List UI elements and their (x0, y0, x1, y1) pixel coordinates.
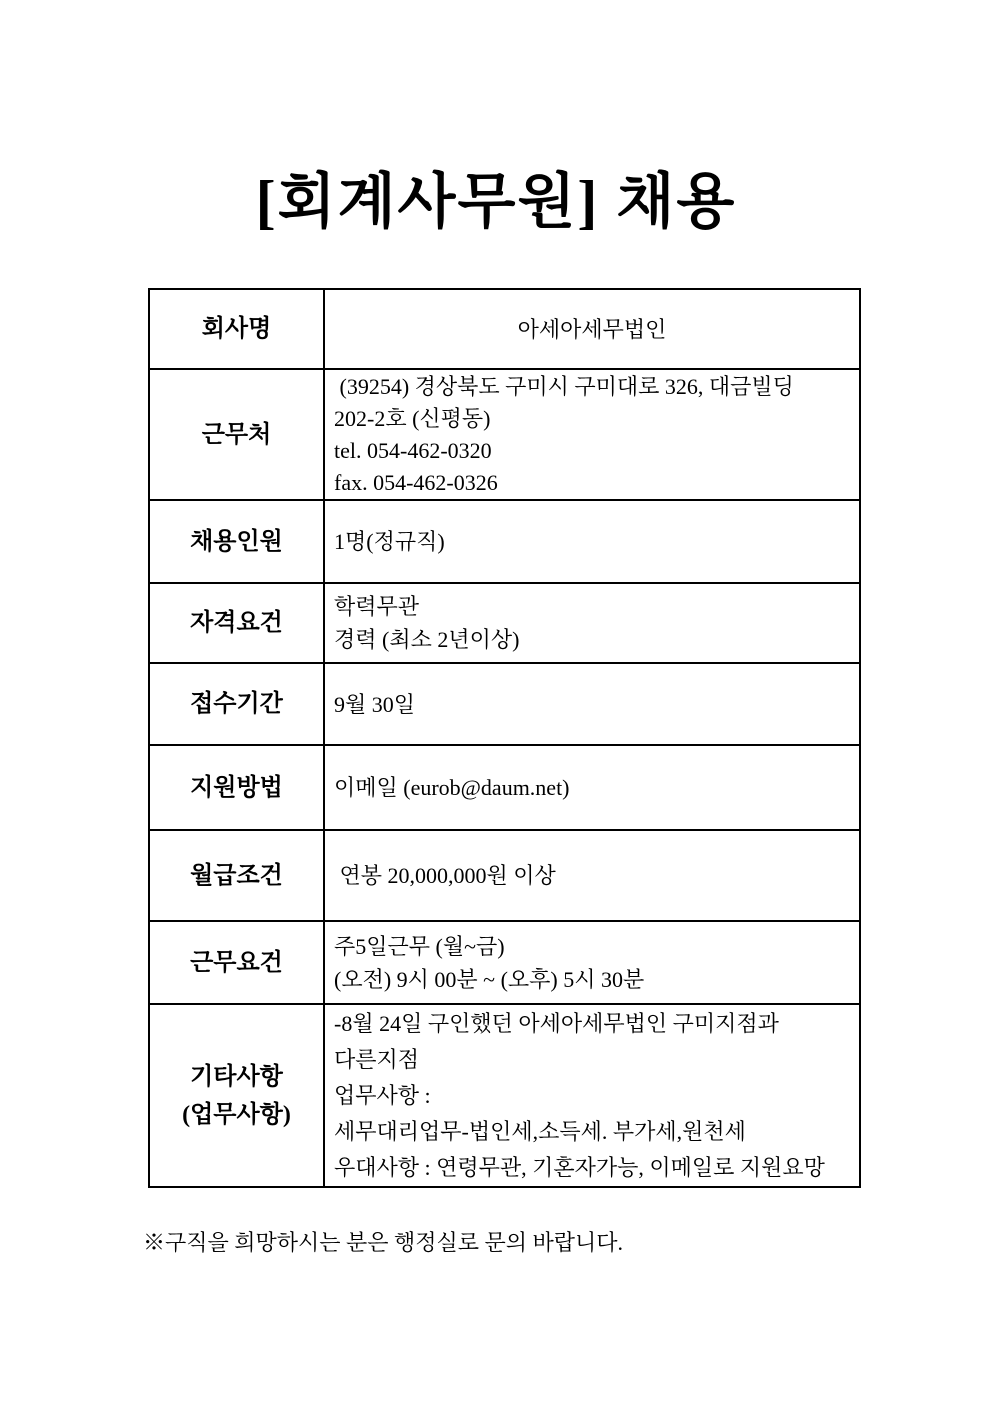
row-value-other (325, 1005, 859, 1186)
row-label-application-period (150, 664, 325, 744)
row-label-text: 지원방법 (190, 774, 283, 801)
table-row-salary (150, 829, 859, 920)
table-row-apply-method (150, 744, 859, 829)
row-value-workplace (325, 370, 859, 499)
row-value-company (325, 290, 859, 368)
value-line: fax. 054-462-0326 (334, 469, 498, 495)
value-line: (오전) 9시 00분 ~ (오후) 5시 30분 (334, 966, 645, 992)
job-posting-table (148, 288, 861, 1188)
row-label-working-conditions (150, 922, 325, 1003)
table-row-workplace (150, 368, 859, 499)
row-value-apply-method (325, 746, 859, 829)
row-label-text: 근무요건 (190, 949, 283, 976)
table-row-company (150, 290, 859, 368)
table-row-working-conditions (150, 920, 859, 1003)
row-label-workplace (150, 370, 325, 499)
value-line: 세무대리업무-법인세,소득세. 부가세,원천세 (334, 1118, 746, 1144)
value-line: tel. 054-462-0320 (334, 437, 492, 463)
row-value-qualifications (325, 584, 859, 662)
table-row-other (150, 1003, 859, 1186)
row-value-headcount (325, 501, 859, 582)
table-row-qualifications (150, 582, 859, 662)
table-row-application-period (150, 662, 859, 744)
value-line: 다른지점 (334, 1046, 420, 1072)
value-line: 1명(정규직) (334, 529, 445, 554)
value-line: 우대사항 : 연령무관, 기혼자가능, 이메일로 지원요망 (334, 1154, 825, 1180)
row-value-application-period (325, 664, 859, 744)
row-label-text: 월급조건 (190, 862, 283, 889)
row-label-text: 근무처 (201, 421, 272, 448)
row-label-salary (150, 831, 325, 920)
table-row-headcount (150, 499, 859, 582)
row-label-text: 회사명 (201, 316, 272, 342)
value-line: 아세아세무법인 (517, 316, 667, 342)
row-label-text: 기타사항 (190, 1063, 283, 1090)
row-label-text: 접수기간 (190, 691, 283, 717)
row-label-text: 채용인원 (190, 528, 283, 555)
value-line: 9월 30일 (334, 691, 416, 717)
value-line: 학력무관 (334, 594, 420, 619)
row-label-text-secondary: (업무사항) (182, 1101, 291, 1128)
value-line: 경력 (최소 2년이상) (334, 627, 520, 652)
value-line: (39254) 경상북도 구미시 구미대로 326, 대금빌딩 (334, 373, 794, 399)
row-label-apply-method (150, 746, 325, 829)
row-value-salary (325, 831, 859, 920)
value-line: 주5일근무 (월~금) (334, 933, 505, 959)
value-line: 연봉 20,000,000원 이상 (334, 863, 556, 888)
value-line: 업무사항 : (334, 1082, 431, 1108)
row-value-working-conditions (325, 922, 859, 1003)
page-title: [회계사무원] 채용 (255, 169, 737, 235)
footer-note: ※구직을 희망하시는 분은 행정실로 문의 바랍니다. (143, 1230, 624, 1255)
value-line: 202-2호 (신평동) (334, 405, 491, 431)
row-label-company (150, 290, 325, 368)
value-line: 이메일 (eurob@daum.net) (334, 775, 570, 800)
value-line: -8월 24일 구인했던 아세아세무법인 구미지점과 (334, 1010, 779, 1036)
row-label-text: 자격요건 (190, 610, 283, 636)
row-label-qualifications (150, 584, 325, 662)
row-label-other (150, 1005, 325, 1186)
row-label-headcount (150, 501, 325, 582)
